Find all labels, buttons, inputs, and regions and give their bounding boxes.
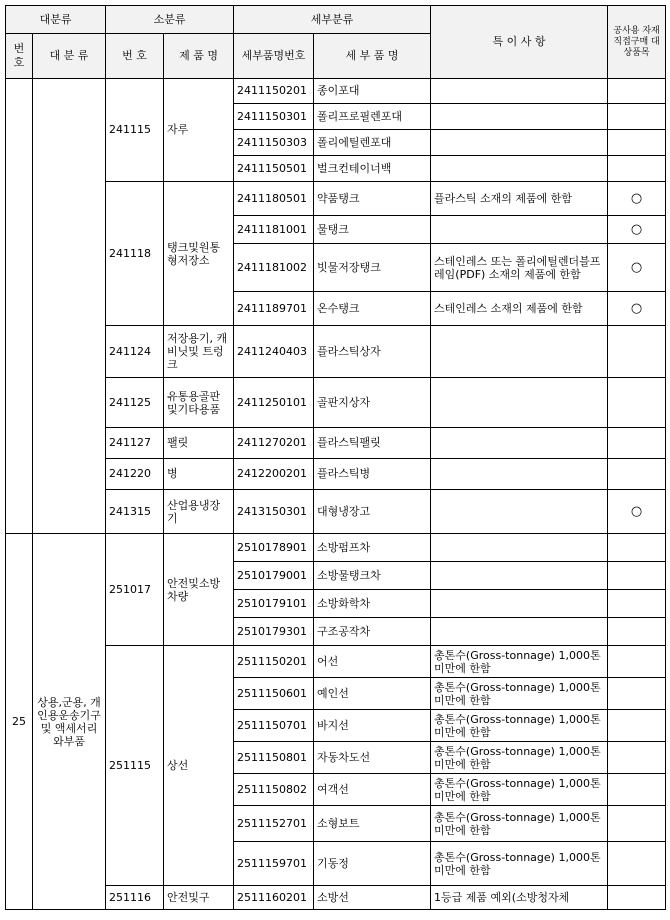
detail-name: 소방선 [314, 886, 431, 910]
detail-name: 물탱크 [314, 216, 431, 244]
detail-name: 폴리프로필렌포대 [314, 104, 431, 130]
direct-purchase-mark [608, 79, 666, 104]
direct-purchase-mark: ○ [608, 182, 666, 216]
special-note [431, 534, 608, 562]
special-note: 총톤수(Gross-tonnage) 1,000톤 미만에 한함 [431, 774, 608, 806]
major-name-cell: 상용,군용, 개인용운송기구및 액세서리와부품 [33, 534, 106, 910]
sub-name-cell: 안전및구 [164, 886, 234, 910]
direct-purchase-mark: ○ [608, 216, 666, 244]
sub-no-cell: 241125 [106, 378, 164, 428]
direct-purchase-mark: ○ [608, 490, 666, 534]
header-detail-no: 세부품명번호 [234, 34, 314, 79]
direct-purchase-mark [608, 710, 666, 742]
special-note: 스테인레스 또는 폴리에틸렌더블프레임(PDF) 소재의 제품에 한함 [431, 244, 608, 292]
special-note [431, 156, 608, 182]
direct-purchase-mark [608, 459, 666, 490]
detail-name: 대형냉장고 [314, 490, 431, 534]
header-major-name: 대 분 류 [33, 34, 106, 79]
detail-code: 2511159701 [234, 842, 314, 886]
detail-code: 2411150301 [234, 104, 314, 130]
detail-name: 골판지상자 [314, 378, 431, 428]
special-note [431, 104, 608, 130]
detail-code: 2411240403 [234, 326, 314, 378]
direct-purchase-mark [608, 590, 666, 618]
detail-name: 온수탱크 [314, 292, 431, 326]
sub-no-cell: 241124 [106, 326, 164, 378]
major-no-cell [6, 79, 33, 534]
direct-purchase-mark [608, 646, 666, 678]
direct-purchase-mark [608, 806, 666, 842]
special-note [431, 130, 608, 156]
special-note [431, 216, 608, 244]
special-note [431, 79, 608, 104]
sub-no-cell: 251017 [106, 534, 164, 646]
detail-code: 2511150701 [234, 710, 314, 742]
direct-purchase-mark [608, 886, 666, 910]
special-note: 총톤수(Gross-tonnage) 1,000톤 미만에 한함 [431, 806, 608, 842]
table-row [6, 79, 666, 104]
detail-name: 소방화학차 [314, 590, 431, 618]
special-note: 총톤수(Gross-tonnage) 1,000톤 미만에 한함 [431, 710, 608, 742]
detail-name: 기동정 [314, 842, 431, 886]
detail-code: 2511150801 [234, 742, 314, 774]
special-note [431, 326, 608, 378]
special-note: 총톤수(Gross-tonnage) 1,000톤 미만에 한함 [431, 678, 608, 710]
detail-code: 2412200201 [234, 459, 314, 490]
special-note [431, 618, 608, 646]
sub-no-cell: 241115 [106, 79, 164, 182]
header-notes: 특 이 사 항 [431, 6, 608, 79]
sub-name-cell: 상선 [164, 646, 234, 886]
direct-purchase-mark: ○ [608, 292, 666, 326]
procurement-item-table [5, 5, 666, 910]
sub-name-cell: 안전및소방차량 [164, 534, 234, 646]
header-major-group: 대분류 [6, 6, 106, 34]
sub-name-cell: 탱크및원통형저장소 [164, 182, 234, 326]
direct-purchase-mark [608, 774, 666, 806]
header-detail-group: 세부분류 [234, 6, 431, 34]
direct-purchase-mark [608, 326, 666, 378]
table-header [6, 6, 666, 79]
detail-name: 플라스틱병 [314, 459, 431, 490]
table-row [6, 534, 666, 562]
detail-name: 바지선 [314, 710, 431, 742]
sub-no-cell: 241220 [106, 459, 164, 490]
direct-purchase-mark [608, 562, 666, 590]
header-no: 번호 [6, 34, 33, 79]
detail-name: 소방물탱크차 [314, 562, 431, 590]
detail-code: 2511160201 [234, 886, 314, 910]
special-note [431, 490, 608, 534]
detail-code: 2510179301 [234, 618, 314, 646]
sub-no-cell: 251115 [106, 646, 164, 886]
direct-purchase-mark: ○ [608, 244, 666, 292]
sub-name-cell: 팰릿 [164, 428, 234, 459]
sub-name-cell: 병 [164, 459, 234, 490]
detail-name: 예인선 [314, 678, 431, 710]
special-note [431, 378, 608, 428]
detail-name: 종이포대 [314, 79, 431, 104]
special-note: 1등급 제품 예외(소방청자체 [431, 886, 608, 910]
detail-name: 폴리에틸렌포대 [314, 130, 431, 156]
special-note [431, 590, 608, 618]
major-name-cell [33, 79, 106, 534]
sub-name-cell: 저장용기, 캐비닛및 트렁크 [164, 326, 234, 378]
special-note [431, 459, 608, 490]
detail-name: 빗물저장탱크 [314, 244, 431, 292]
detail-code: 2411189701 [234, 292, 314, 326]
detail-code: 2510179001 [234, 562, 314, 590]
detail-code: 2411270201 [234, 428, 314, 459]
sub-name-cell: 자루 [164, 79, 234, 182]
special-note: 플라스틱 소재의 제품에 한함 [431, 182, 608, 216]
sub-no-cell: 241315 [106, 490, 164, 534]
direct-purchase-mark [608, 130, 666, 156]
direct-purchase-mark [608, 378, 666, 428]
detail-name: 소형보트 [314, 806, 431, 842]
detail-name: 어선 [314, 646, 431, 678]
detail-name: 플라스틱상자 [314, 326, 431, 378]
sub-no-cell: 241118 [106, 182, 164, 326]
detail-code: 2411180501 [234, 182, 314, 216]
detail-code: 2511150601 [234, 678, 314, 710]
special-note [431, 562, 608, 590]
direct-purchase-mark [608, 104, 666, 130]
special-note: 스테인레스 소재의 제품에 한함 [431, 292, 608, 326]
detail-name: 소방펌프차 [314, 534, 431, 562]
detail-name: 자동차도선 [314, 742, 431, 774]
table-body [6, 79, 666, 910]
detail-name: 플라스틱팰릿 [314, 428, 431, 459]
detail-code: 2510178901 [234, 534, 314, 562]
direct-purchase-mark [608, 678, 666, 710]
special-note [431, 428, 608, 459]
detail-name: 구조공작차 [314, 618, 431, 646]
sub-name-cell: 산업용냉장기 [164, 490, 234, 534]
direct-purchase-mark [608, 842, 666, 886]
header-product-name: 제 품 명 [164, 34, 234, 79]
special-note: 총톤수(Gross-tonnage) 1,000톤 미만에 한함 [431, 742, 608, 774]
header-sub-no: 번 호 [106, 34, 164, 79]
header-sub-group: 소분류 [106, 6, 234, 34]
major-no-cell: 25 [6, 534, 33, 910]
sub-name-cell: 유통용골판및기타용품 [164, 378, 234, 428]
sub-no-cell: 241127 [106, 428, 164, 459]
direct-purchase-mark [608, 618, 666, 646]
detail-code: 2411150501 [234, 156, 314, 182]
detail-code: 2511150201 [234, 646, 314, 678]
direct-purchase-mark [608, 156, 666, 182]
detail-code: 2411250101 [234, 378, 314, 428]
header-direct-purchase-target: 공사용 자재 직접구매 대상품목 [608, 6, 666, 79]
detail-code: 2510179101 [234, 590, 314, 618]
detail-code: 2511152701 [234, 806, 314, 842]
detail-code: 2411150303 [234, 130, 314, 156]
detail-name: 약품탱크 [314, 182, 431, 216]
detail-name: 여객선 [314, 774, 431, 806]
direct-purchase-mark [608, 534, 666, 562]
detail-code: 2413150301 [234, 490, 314, 534]
detail-code: 2411181002 [234, 244, 314, 292]
detail-name: 벌크컨테이너백 [314, 156, 431, 182]
special-note: 총톤수(Gross-tonnage) 1,000톤 미만에 한함 [431, 842, 608, 886]
special-note: 총톤수(Gross-tonnage) 1,000톤 미만에 한함 [431, 646, 608, 678]
sub-no-cell: 251116 [106, 886, 164, 910]
detail-code: 2411181001 [234, 216, 314, 244]
direct-purchase-mark [608, 428, 666, 459]
detail-code: 2511150802 [234, 774, 314, 806]
direct-purchase-mark [608, 742, 666, 774]
header-detail-name: 세 부 품 명 [314, 34, 431, 79]
detail-code: 2411150201 [234, 79, 314, 104]
